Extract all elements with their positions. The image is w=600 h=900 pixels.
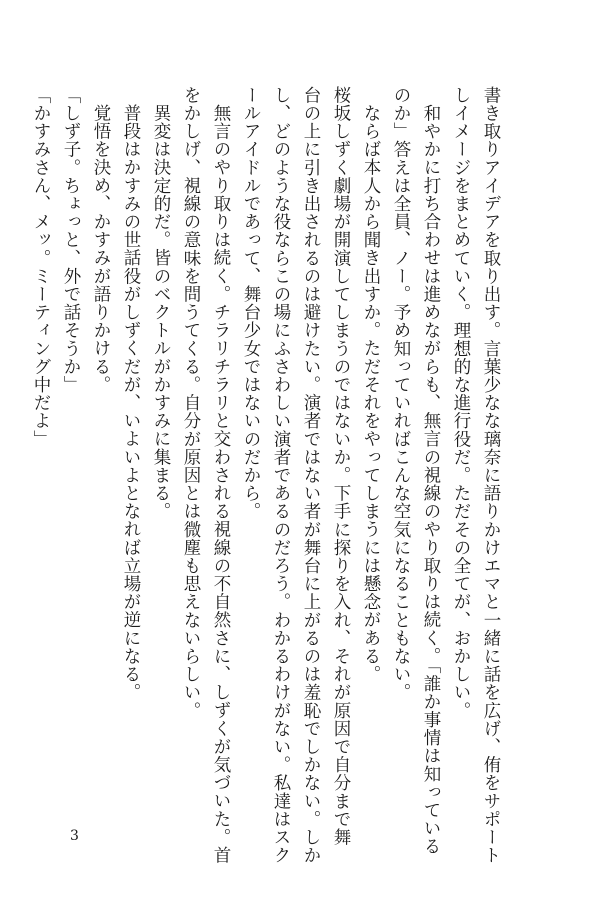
- text-line: 桜坂しずく劇場が開演してしまうのではないか。下手に探りを入れ、それが原因で自分まで舞: [331, 86, 351, 847]
- text-line: ールアイドルであって、舞台少女ではないのだから。: [241, 86, 261, 521]
- body-text: [26, 86, 506, 865]
- text-line: しイメージをまとめていく。理想的な進行役だ。ただその全てが、おかしい。: [451, 86, 471, 720]
- text-line: 台の上に引き出されるのは避けたい。演者ではない者が舞台に上がるのは羞恥でしかない。しか: [301, 86, 321, 865]
- text-line: し、どのような役ならこの場にふさわしい演者であるのだろう。わかるわけがない。私達はスク: [271, 86, 291, 865]
- text-line: 無言のやり取りは続く。チラリチラリと交わされる視線の不自然さに、しずくが気づいた。首: [211, 103, 231, 864]
- text-line: 覚悟を決め、かすみが語りかける。: [91, 103, 111, 394]
- text-line: ならば本人から聞き出すか。ただそれをやってしまうには懸念がある。: [361, 103, 381, 683]
- text-line: のか」答えは全員、ノー。予め知っていればこんな空気になることもない。: [391, 86, 411, 702]
- text-line: 「しず子。ちょっと、外で話そうか」: [61, 86, 81, 394]
- text-line: 書き取りアイデアを取り出す。言葉少なな璃奈に語りかけエマと一緒に話を広げ、侑をサポート: [481, 86, 501, 865]
- text-line: 普段はかすみの世話役がしずくだが、いよいよとなれば立場が逆になる。: [121, 103, 141, 701]
- text-line: 和やかに打ち合わせは進めながらも、無言の視線のやり取りは続く。「誰か事情は知っている: [421, 103, 441, 855]
- text-line: 「かすみさん、メッ。ミーティング中だよ」: [31, 86, 51, 448]
- text-line: 異変は決定的だ。皆のベクトルがかすみに集まる。: [151, 103, 171, 520]
- page-number: 3: [70, 828, 79, 844]
- text-line: をかしげ、視線の意味を問うてくる。自分が原因とは微塵も思えないらしい。: [181, 86, 201, 720]
